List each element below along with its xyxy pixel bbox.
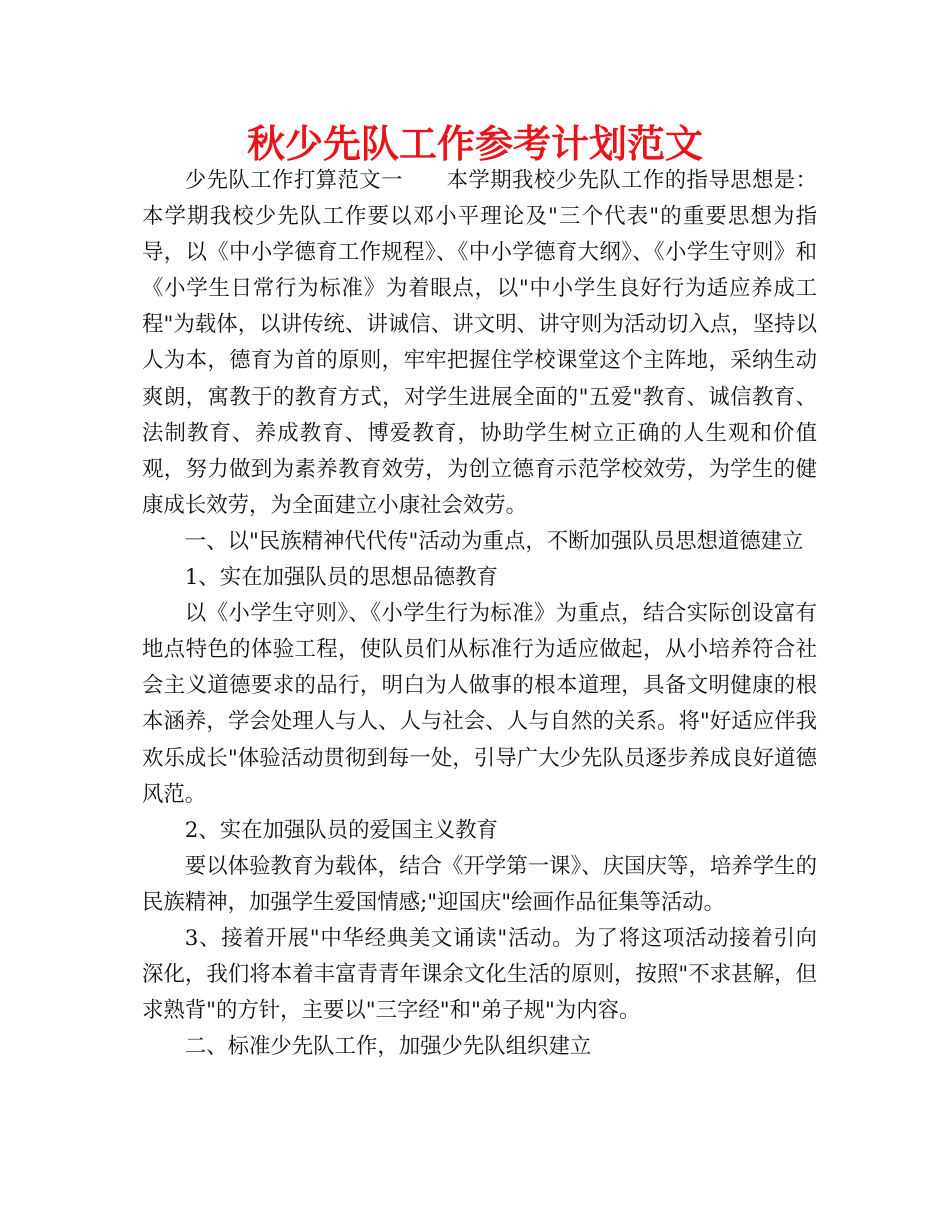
document-body — [142, 163, 817, 1065]
section-heading-2: 二、标准少先队工作，加强少先队组织建立 — [184, 1034, 592, 1060]
document-title: 秋少先队工作参考计划范文 — [246, 122, 703, 166]
subsection-heading-2: 2、实在加强队员的爱国主义教育 — [184, 817, 498, 843]
intro-paragraph: 少先队工作打算范文一 本学期我校少先队工作的指导思想是：本学期我校少先队工作要以邓小平理论及"三个代表"的重要思想为指导，以《中小学德育工作规程》、《中小学德育大纲》、《小学生守则》和《小学生日常行为标准》为着眼点，以"中小学生良好行为适应养成工程"为载体，以讲传统、讲诚信、讲文明、讲守则为活动切入点，坚持以人为本，德育为首的原则，牢牢把握住学校课堂这个主阵地，采纳生动爽朗，寓教于的教育方式，对学生进展全面的"五爱"教育、诚信教育、法制教育、养成教育、博爱教育，协助学生树立正确的人生观和价值观，努力做到为素养教育效劳，为创立德育示范学校效劳，为学生的健康成长效劳，为全面建立小康社会效劳。 — [142, 168, 817, 518]
body-paragraph: 以《小学生守则》、《小学生行为标准》为重点，结合实际创设富有地点特色的体验工程，使队员们从标准行为适应做起，从小培养符合社会主义道德要求的品行，明白为人做事的根本道理，具备文明健康的根本涵养，学会处理人与人、人与社会、人与自然的关系。将"好适应伴我欢乐成长"体验活动贯彻到每一处，引导广大少先队员逐步养成良好道德风范。 — [142, 601, 817, 807]
section-heading-1: 一、以"民族精神代代传"活动为重点，不断加强队员思想道德建立 — [184, 528, 804, 554]
body-paragraph: 3、接着开展"中华经典美文诵读"活动。为了将这项活动接着引向深化，我们将本着丰富青青年课余文化生活的原则，按照"不求甚解，但求熟背"的方针，主要以"三字经"和"弟子规"为内容。 — [142, 925, 817, 1024]
subsection-heading-1: 1、实在加强队员的思想品德教育 — [184, 565, 498, 591]
body-paragraph: 要以体验教育为载体，结合《开学第一课》、庆国庆等，培养学生的民族精神，加强学生爱国情感;"迎国庆"绘画作品征集等活动。 — [142, 853, 817, 915]
